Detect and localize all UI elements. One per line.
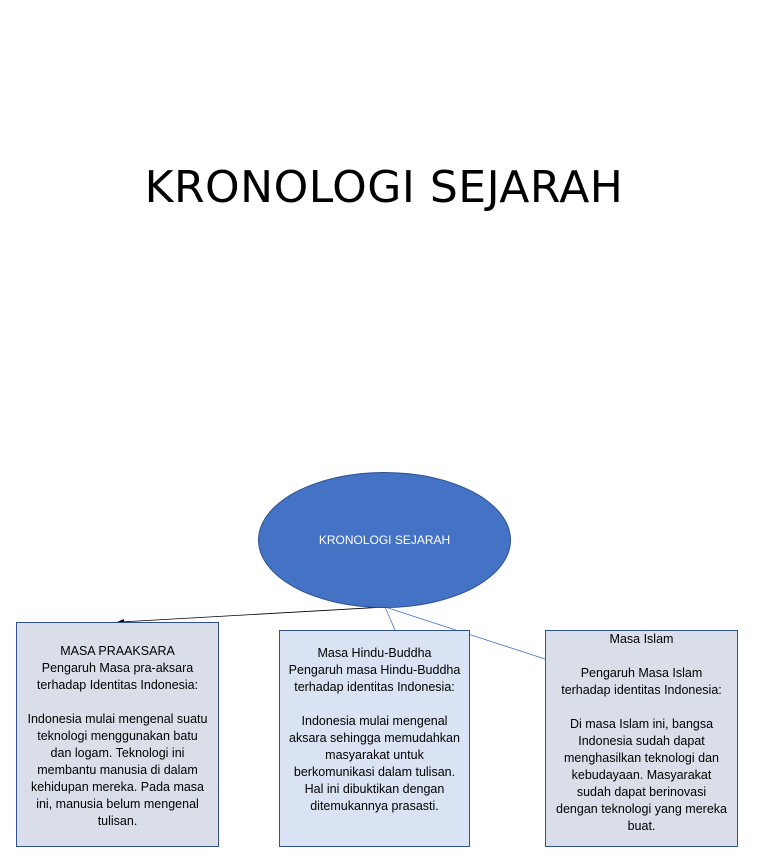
box-heading: MASA PRAAKSARA [60,644,175,658]
box-body-line: berkomunikasi dalam tulisan. [293,765,456,779]
box-body-line: buat. [627,819,656,833]
box-body-line: ditemukannya prasasti. [310,799,439,813]
box-body-line: aksara sehingga memudahkan [289,731,460,745]
box-heading: Masa Hindu-Buddha [317,646,432,660]
box-body-line: Indonesia mulai mengenal [301,714,448,728]
connector-hindu [385,607,395,630]
slide-title: KRONOLOGI SEJARAH [144,162,624,213]
box-body-line: masyarakat untuk [325,748,424,762]
box-masa-praaksara[interactable] [16,622,219,847]
box-body-line: dan logam. Teknologi ini [50,746,185,760]
box-body-line: ini, manusia belum mengenal [36,797,199,811]
box-body-line: sudah dapat berinovasi [576,785,707,799]
box-body-line: kebudayaan. Masyarakat [571,768,712,782]
box-body-line: menghasilkan teknologi dan [564,751,719,765]
box-heading: Masa Islam [609,632,674,646]
box-body-line: Indonesia sudah dapat [578,734,705,748]
box-subtitle-line: terhadap Identitas Indonesia: [36,678,199,692]
box-masa-hindu-buddha[interactable] [279,630,470,847]
box-subtitle-line: Pengaruh Masa pra-aksara [41,661,194,675]
box-body-line: Di masa Islam ini, bangsa [569,717,714,731]
box-subtitle-line: Pengaruh Masa Islam [580,666,703,680]
box-subtitle-line: terhadap identitas Indonesia: [561,683,722,697]
box-subtitle-line: terhadap identitas Indonesia: [294,680,455,694]
box-body-line: kehidupan mereka. Pada masa [30,780,205,794]
box-body-line: Indonesia mulai mengenal suatu [27,712,208,726]
connector-praaksara [120,607,385,622]
center-node-label: KRONOLOGI SEJARAH [318,533,451,547]
box-masa-islam[interactable] [545,630,738,847]
box-body-line: membantu manusia di dalam [37,763,198,777]
box-body-line: teknologi menggunakan batu [37,729,198,743]
box-body-line: Hal ini dibuktikan dengan [304,782,445,796]
box-body-line: dengan teknologi yang mereka [556,802,727,816]
center-node[interactable] [258,472,511,608]
box-body-line: tulisan. [97,814,138,828]
box-subtitle-line: Pengaruh masa Hindu-Buddha [288,663,461,677]
